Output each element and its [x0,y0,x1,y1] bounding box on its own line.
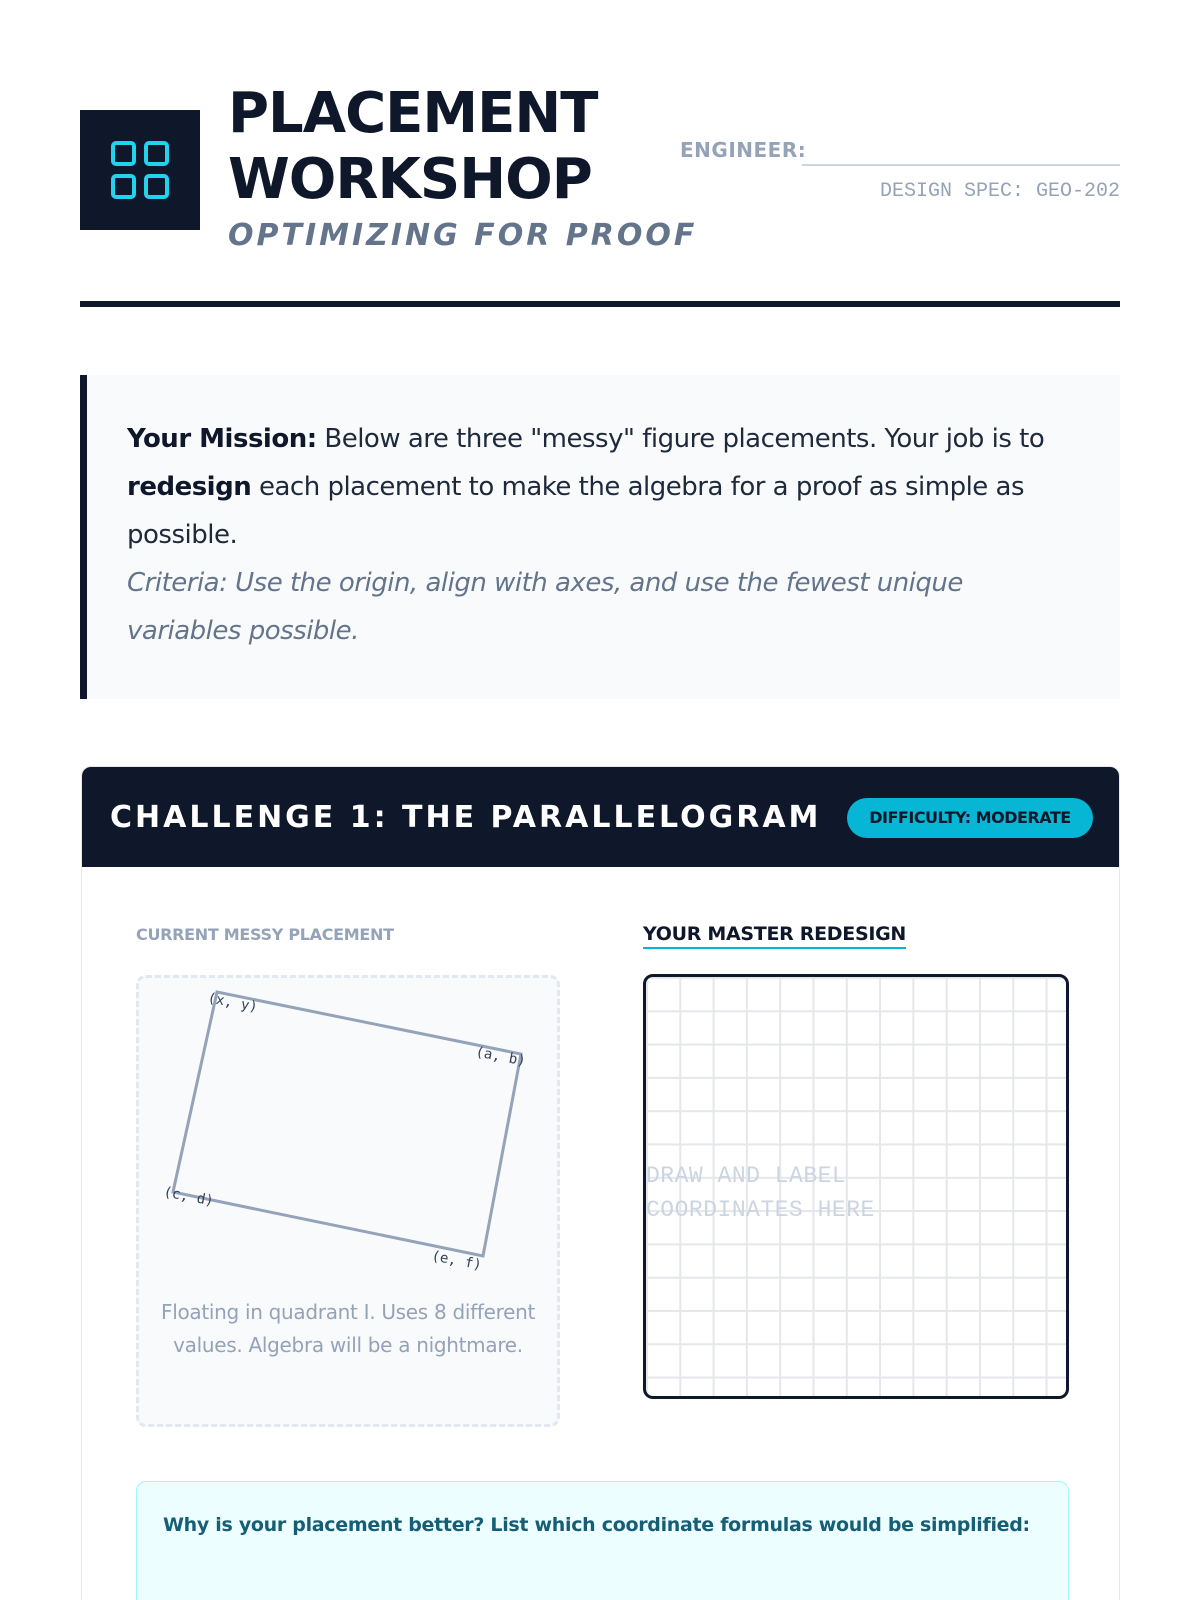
mission-criteria: Criteria: Use the origin, align with axes, and use the fewest unique variables possible. [127,568,963,646]
mission-text [127,415,1080,559]
vertex-label: (e, f) [430,1248,483,1274]
mission-text-part-2: each placement to make the algebra for a proof as simple as possible. [127,472,1025,550]
challenge-header [82,767,1119,867]
current-placement-label: CURRENT MESSY PLACEMENT [136,925,394,944]
page-title-line-2: WORKSHOP [228,147,592,212]
mission-lead: Your Mission: [127,424,317,454]
challenge-title: CHALLENGE 1: THE PARALLELOGRAM [110,800,822,835]
mission-emphasis: redesign [127,472,252,502]
header-divider [80,301,1120,307]
page-title-line-1: PLACEMENT [228,81,598,146]
messy-caption: Floating in quadrant I. Uses 8 different values. Algebra will be a nightmare. [160,1300,536,1357]
difficulty-badge: DIFFICULTY: MODERATE [847,798,1093,838]
vertex-label: (x, y) [206,990,259,1016]
redesign-label: YOUR MASTER REDESIGN [643,923,906,949]
grid-squares-icon [110,140,170,200]
parallelogram-shape [173,992,521,1256]
grid-hint: DRAW AND LABEL COORDINATES HERE [646,1163,875,1223]
challenge-card [81,766,1120,1600]
logo [80,110,200,230]
worksheet-header [80,0,1120,306]
redesign-grid[interactable] [643,974,1069,1399]
messy-placement-figure [136,975,560,1427]
mission-callout [80,375,1120,699]
vertex-label: (a, b) [474,1044,527,1070]
page-subtitle: OPTIMIZING FOR PROOF [228,218,698,253]
why-answer-box[interactable] [136,1481,1069,1600]
mission-text-part-1: Below are three "messy" figure placements. Your job is to [316,424,1045,454]
engineer-name-field[interactable] [802,164,1120,166]
engineer-label: ENGINEER: [680,138,807,162]
vertex-label: (c, d) [162,1184,215,1210]
why-prompt: Why is your placement better? List which coordinate formulas would be simplified: [163,1514,1030,1536]
design-spec-code: DESIGN SPEC: GEO-202 [879,180,1120,203]
